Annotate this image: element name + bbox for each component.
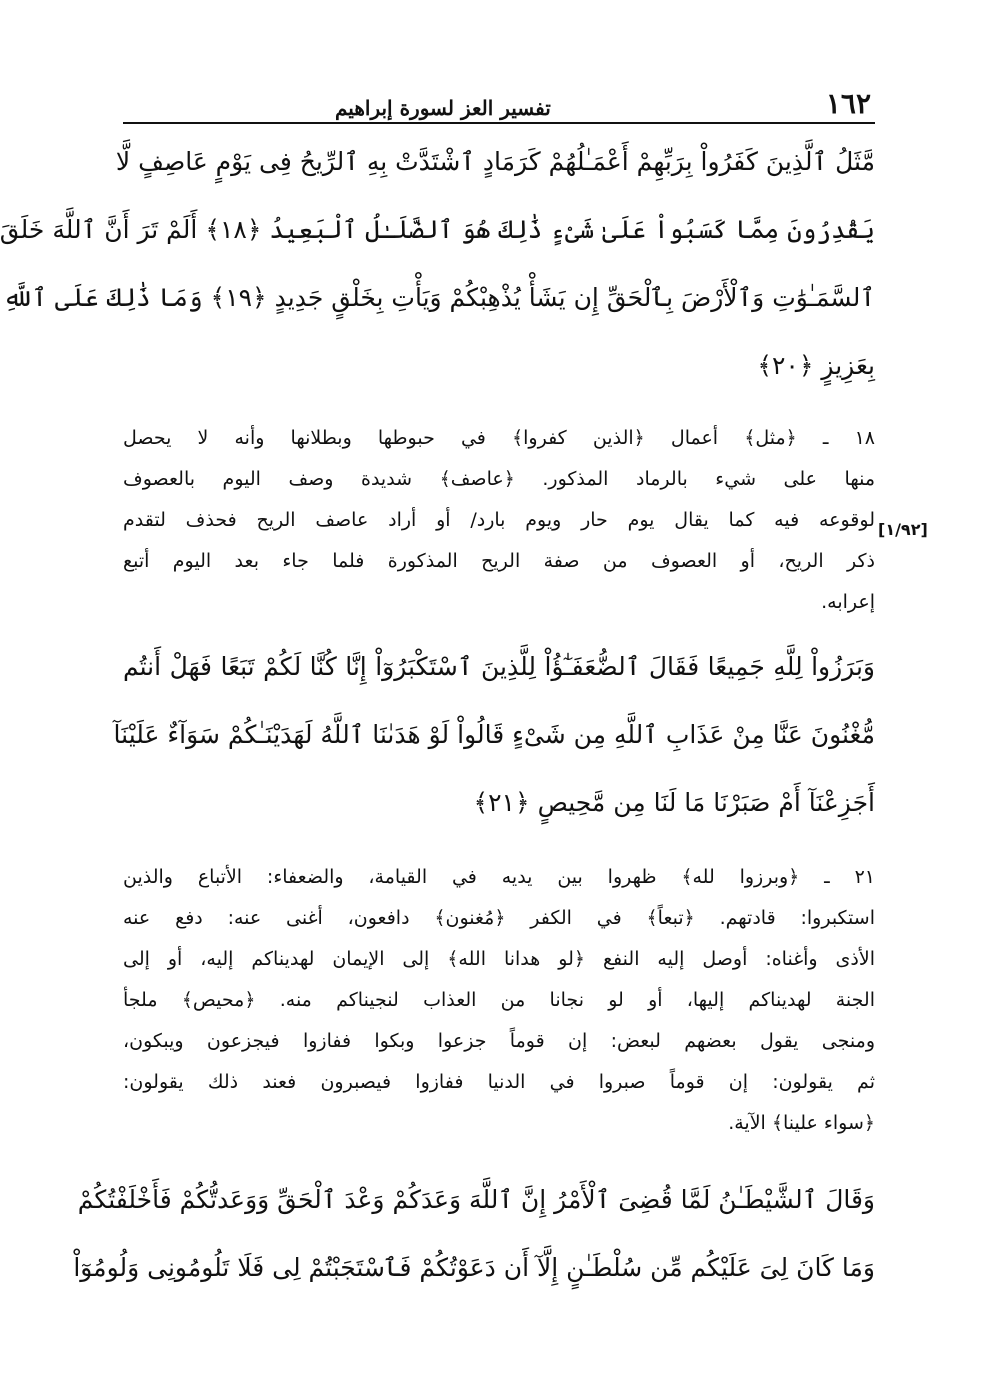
verse-line: أَجَزِعْنَآ أَمْ صَبَرْنَا مَا لَنَا مِن مَّحِيصٍ ﴿٢١﴾ <box>473 788 875 817</box>
book-page <box>0 66 875 1302</box>
verse-line: مُّغْنُونَ عَنَّا مِنْ عَذَابِ ٱللَّهِ مِن شَىْءٍ قَالُواْ لَوْ هَدَىٰنَا ٱللَّهُ لَهَدَيْنَـٰكُمْ سَوَآءٌ عَلَيْنَآ <box>113 720 875 749</box>
commentary-line: ذكر الريح، أو العصوف من صفة الريح المذكورة فلما جاء بعد اليوم أتبع <box>123 550 875 572</box>
commentary-line: ومنجى يقول بعضهم لبعض: إن قوماً جزعوا وبكوا ففازوا فيجزعون ويبكون، <box>123 1030 875 1052</box>
commentary-line: ١٨ ـ ﴿مثل﴾ أعمال ﴿الذين كفروا﴾ في حبوطها وبطلانها وأنه لا يحصل <box>123 427 875 449</box>
manuscript-folio-reference: [١/٩٢] <box>878 520 928 539</box>
page-number: ١٦٢ <box>825 87 871 120</box>
commentary-line: الجنة لهديناكم إليها، أو لو نجانا من العذاب لنجيناكم منه. ﴿محيص﴾ ملجأ <box>123 989 875 1011</box>
commentary-verse-21 <box>123 857 875 1144</box>
commentary-line: منها على شيء بالرماد المذكور. ﴿عاصف﴾ شديدة وصف اليوم بالعصوف <box>123 468 875 490</box>
verse-line: وَمَا كَانَ لِىَ عَلَيْكُم مِّن سُلْطَـٰنٍ إِلَّآ أَن دَعَوْتُكُمْ فَٱسْتَجَبْتُمْ لِى فَلَا تَلُومُونِى وَلُومُوٓاْ <box>73 1253 875 1282</box>
commentary-line: استكبروا: قادتهم. ﴿تبعاً﴾ في الكفر ﴿مُغنون﴾ دافعون، أغنى عنه: دفع عنه <box>123 907 875 929</box>
verse-line: وَقَالَ ٱلشَّيْطَـٰنُ لَمَّا قُضِىَ ٱلْأَمْرُ إِنَّ ٱللَّهَ وَعَدَكُمْ وَعْدَ ٱلْحَقِّ وَوَعَدتُّكُمْ فَأَخْلَفْتُكُمْ <box>77 1185 875 1214</box>
commentary-line: ٢١ ـ ﴿وبرزوا لله﴾ ظهروا بين يديه في القيامة، والضعفاء: الأتباع والذين <box>123 866 875 888</box>
commentary-line: الأذى وأغناه: أوصل إليه النفع ﴿لو هدانا الله﴾ إلى الإيمان لهديناكم إليه، أو إلى <box>123 948 875 970</box>
verse-line: يَقْدِرُونَ مِمَّا كَسَبُواْ عَلَىٰ شَىْءٍ ذَٰلِكَ هُوَ ٱلضَّلَـٰلُ ٱلْبَعِيدُ ﴿١٨﴾ أَلَمْ تَرَ أَنَّ ٱللَّهَ خَلَقَ <box>0 215 875 244</box>
commentary-line: ثم يقولون: إن قوماً صبروا في الدنيا ففازوا فيصبرون فعند ذلك يقولون: <box>123 1071 875 1093</box>
running-title: تفسير العز لسورة إبراهيم <box>335 96 551 120</box>
verse-line: بِعَزِيزٍ ﴿٢٠﴾ <box>757 351 875 380</box>
commentary-line: لوقوعه فيه كما يقال يوم حار ويوم بارد/ أو أراد عاصف الريح فحذف لتقدم <box>123 509 875 531</box>
quran-verse-22 <box>73 1166 875 1302</box>
verse-line: ٱلسَّمَـٰوَٰتِ وَٱلْأَرْضَ بِٱلْحَقِّ إِن يَشَأْ يُذْهِبْكُمْ وَيَأْتِ بِخَلْقٍ جَدِيدٍ ﴿١٩﴾ وَمَا ذَٰلِكَ عَلَى ٱللَّهِ <box>2 283 875 312</box>
page-header <box>123 66 875 124</box>
commentary-line: ﴿سواء علينا﴾ الآية. <box>728 1112 875 1134</box>
commentary-verse-18 <box>123 418 875 623</box>
verse-line: وَبَرَزُواْ لِلَّهِ جَمِيعًا فَقَالَ ٱلضُّعَفَـٰٓؤُاْ لِلَّذِينَ ٱسْتَكْبَرُوٓاْ إِنَّا كُنَّا لَكُمْ تَبَعًا فَهَلْ أَنتُم <box>123 652 875 681</box>
quran-verses-18-20 <box>0 128 875 400</box>
quran-verse-21 <box>113 633 875 837</box>
verse-line: مَّثَلُ ٱلَّذِينَ كَفَرُواْ بِرَبِّهِمْ أَعْمَـٰلُهُمْ كَرَمَادٍ ٱشْتَدَّتْ بِهِ ٱلرِّيحُ فِى يَوْمٍ عَاصِفٍ لَّا <box>115 147 875 176</box>
commentary-line: إعرابه. <box>821 591 875 613</box>
